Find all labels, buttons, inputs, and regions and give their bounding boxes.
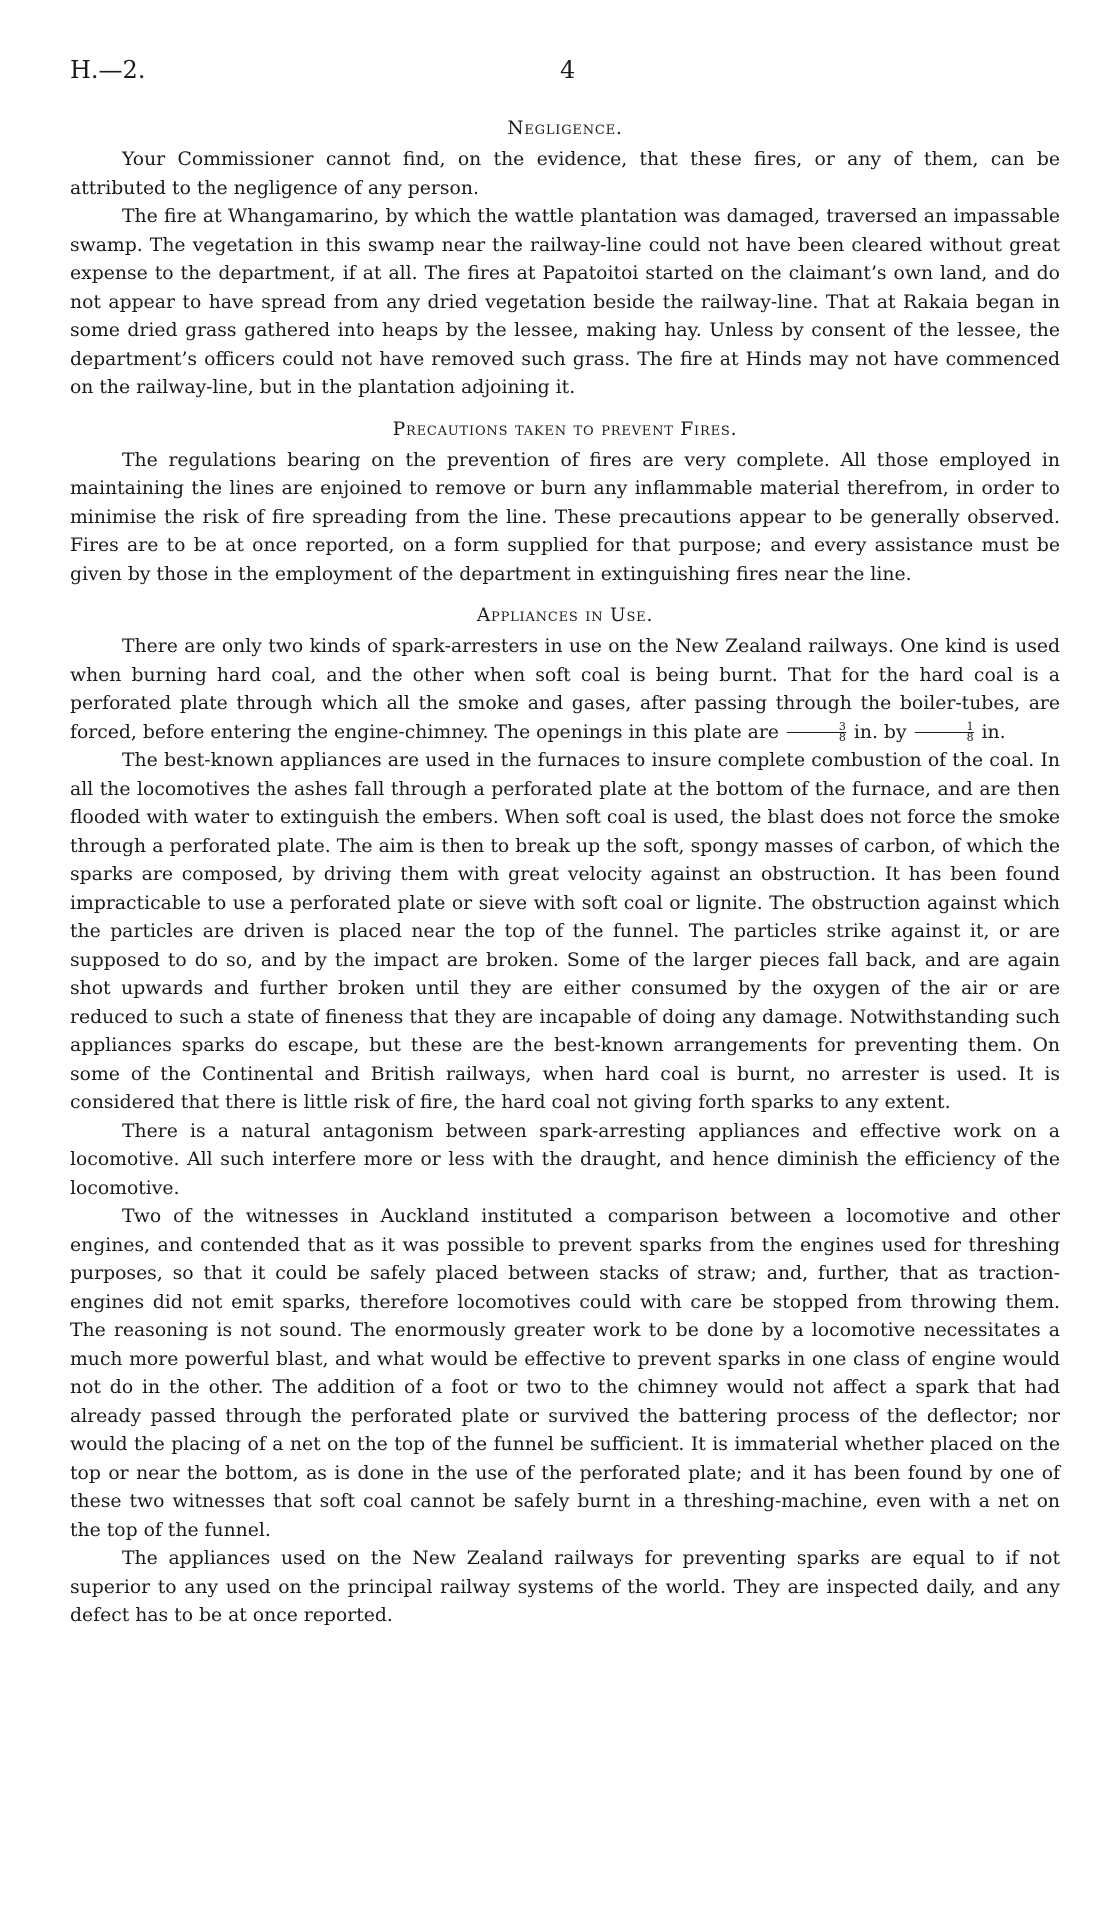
fraction-denominator: 8	[915, 732, 974, 743]
page-number: 4	[560, 56, 576, 84]
paragraph: The best-known appliances are used in the furnaces to insure complete combustion of the coal. In all the locomotives the ashes fall through a perforated plate at the bottom of the furnace, and are then flooded with water to extinguish the embers. When soft coal is used, the blast does not force the smoke through a perforated plate. The aim is then to break up the soft, spongy masses of carbon, of which the sparks are composed, by driving them with great velocity against an obstruction. It has been found impracticable to use a perforated plate or sieve with soft coal or lignite. The obstruction against which the particles are driven is placed near the top of the funnel. The particles strike against it, or are supposed to do so, and by the impact are broken. Some of the larger pieces fall back, and are again shot upwards and further broken until they are either consumed by the oxygen of the air or are reduced to such a state of fineness that they are incapable of doing any damage. Notwithstanding such appliances sparks do escape, but these are the best-known arrangements for preventing them. On some of the Continental and British railways, when hard coal is burnt, no arrester is used. It is considered that there is little risk of fire, the hard coal not giving forth sparks to any extent.	[70, 750, 1060, 1113]
paragraph: The fire at Whangamarino, by which the wattle plantation was damaged, traversed an impassable swamp. The vegetation in this swamp near the railway-line could not have been cleared without great expense to the department, if at all. The fires at Papatoitoi started on the claimant’s own land, and do not appear to have spread from any dried vegetation beside the railway-line. That at Rakaia began in some dried grass gathered into heaps by the lessee, making hay. Unless by consent of the lessee, the department’s officers could not have removed such grass. The fire at Hinds may not have commenced on the railway-line, but in the plantation adjoining it.	[70, 206, 1060, 398]
section-heading-negligence: Negligence.	[507, 118, 623, 139]
fraction-numerator: 1	[966, 720, 974, 733]
document-reference: H.—2.	[70, 56, 146, 84]
paragraph: There is a natural antagonism between spark-arresting appliances and effective work on a locomotive. All such interfere more or less with the draught, and hence diminish the efficiency of the locomotive.	[70, 1120, 1060, 1199]
section-heading-precautions: Precautions taken to prevent Fires.	[392, 418, 738, 440]
paragraph: Two of the witnesses in Auckland instituted a comparison between a locomotive and other engines, and contended that as it was possible to prevent sparks from the engines used for threshing purposes, so that it could be safely placed between stacks of straw; and, further, that as traction-engines did not emit sparks, therefore locomotives could with care be stopped from throwing them. The reasoning is not sound. The enormously greater work to be done by a locomotive necessitates a much more powerful blast, and what would be effective to prevent sparks in one class of engine would not do in the other. The addition of a foot or two to the chimney would not affect a spark that had already passed through the perforated plate or survived the battering process of the deflector; nor would the placing of a net on the top of the funnel be sufficient. It is immaterial whether placed on the top or near the bottom, as is done in the use of the perforated plate; and it has been found by one of these two witnesses that soft coal cannot be safely burnt in a threshing-machine, even with a net on the top of the funnel.	[70, 1206, 1060, 1541]
fraction	[787, 722, 846, 743]
paragraph-with-fractions	[70, 633, 1060, 747]
fraction	[915, 722, 974, 743]
fraction-numerator: 3	[838, 720, 846, 733]
paragraph-text: There are only two kinds of spark-arresters in use on the New Zealand railways. One kind is used when burning hard coal, and the other when soft coal is being burnt. That for the hard coal is a perforated plate through which all the smoke and gases, after passing through the boiler-tubes, are forced, before entering the engine-chimney. The openings in this plate are	[70, 636, 1060, 743]
paragraph-text: in. by	[853, 721, 907, 743]
paragraph-text: in.	[981, 721, 1006, 743]
section-heading-appliances: Appliances in Use.	[476, 605, 654, 626]
paragraph: The regulations bearing on the prevention of fires are very complete. All those employed in maintaining the lines are enjoined to remove or burn any inflammable material therefrom, in order to minimise the risk of fire spreading from the line. These precautions appear to be generally observed. Fires are to be at once reported, on a form supplied for that purpose; and every assistance must be given by those in the employment of the department in extinguishing fires near the line.	[70, 449, 1060, 585]
document-page	[70, 50, 1060, 1631]
paragraph: The appliances used on the New Zealand railways for preventing sparks are equal to if not superior to any used on the principal railway systems of the world. They are inspected daily, and any defect has to be at once reported.	[70, 1548, 1060, 1626]
running-header	[70, 50, 1060, 90]
fraction-denominator: 8	[787, 732, 846, 743]
paragraph: Your Commissioner cannot find, on the evidence, that these fires, or any of them, can be attributed to the negligence of any person.	[70, 149, 1060, 199]
